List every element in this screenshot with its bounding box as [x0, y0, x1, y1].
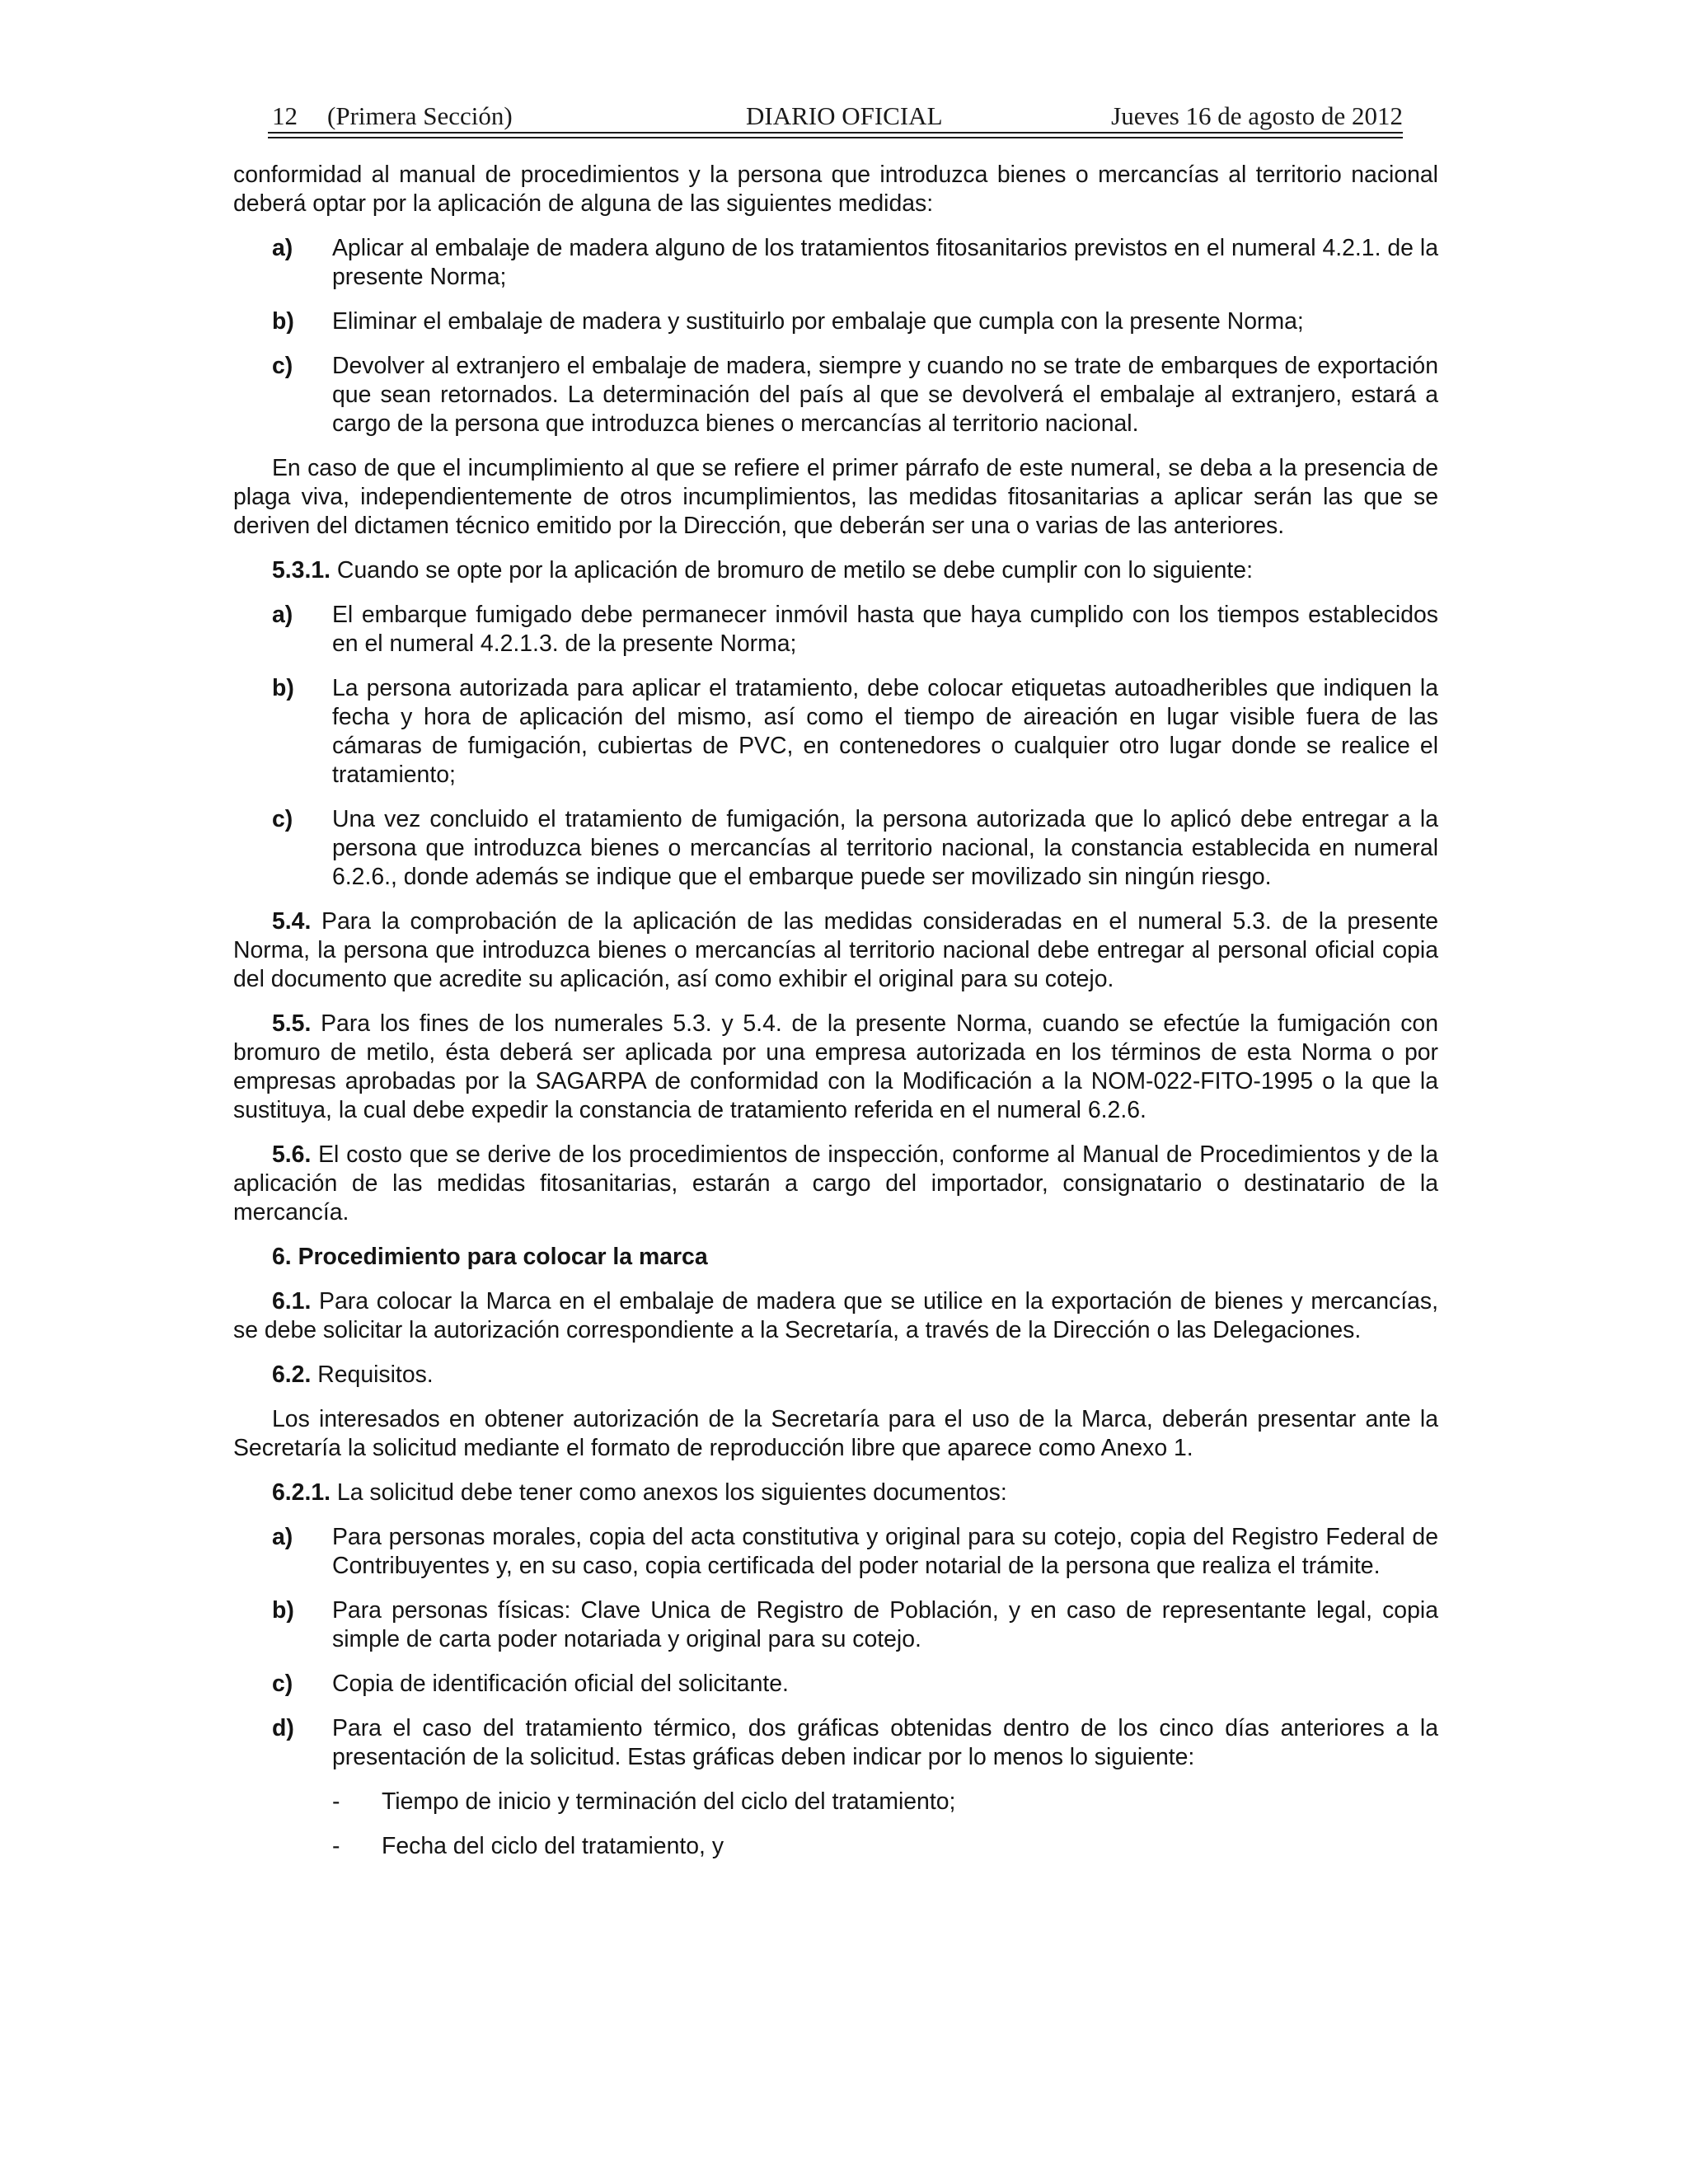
section-number: 5.5.	[272, 1010, 312, 1037]
list-item	[233, 1596, 1438, 1654]
list-item-text: Copia de identificación oficial del solicitante.	[332, 1671, 789, 1697]
list-item	[233, 1714, 1438, 1772]
intro-paragraph: conformidad al manual de procedimientos y la persona que introduzca bienes o mercancías al territorio nacional deberá optar por la aplicación de alguna de las siguientes medidas:	[233, 162, 1438, 217]
paragraph-incumplimiento: En caso de que el incumplimiento al que se refiere el primer párrafo de este numeral, se deba a la presencia de plaga viva, independientemente de otros incumplimientos, las medidas fitosanitarias a aplicar serán las que se deriven del dictamen técnico emitido por la Dirección, que deberán ser una o varias de las anteriores.	[233, 455, 1438, 539]
list-item-text: Eliminar el embalaje de madera y sustituirlo por embalaje que cumpla con la presente Norma;	[332, 308, 1304, 335]
section-number: 6.1.	[272, 1288, 312, 1315]
document-body	[233, 161, 1438, 1877]
section-label: (Primera Sección)	[327, 101, 513, 130]
dash-item-text: Fecha del ciclo del tratamiento, y	[382, 1833, 724, 1859]
section-5-6	[233, 1141, 1438, 1227]
list-marker: b)	[272, 308, 294, 335]
dash-marker: -	[332, 1833, 340, 1859]
list-item	[233, 601, 1438, 658]
section-6-1	[233, 1287, 1438, 1345]
list-marker: c)	[272, 1671, 293, 1697]
section-number: 6.2.1.	[272, 1479, 331, 1506]
list-item	[233, 307, 1438, 336]
section-text: La solicitud debe tener como anexos los siguientes documentos:	[331, 1479, 1007, 1506]
list-marker: c)	[272, 806, 293, 832]
list-item	[233, 234, 1438, 292]
section-number: 5.3.1.	[272, 557, 331, 583]
section-text: Para la comprobación de la aplicación de las medidas consideradas en el numeral 5.3. de la presente Norma, la persona que introduzca bienes o mercancías al territorio nacional debe entregar al personal oficial copia del documento que acredite su aplicación, así como exhibir el original para su cotejo.	[233, 908, 1438, 992]
list-marker: a)	[272, 602, 293, 628]
page-header	[268, 97, 1403, 135]
dash-list-item	[233, 1788, 1438, 1816]
list-marker: b)	[272, 675, 294, 701]
section-6-2-1	[233, 1479, 1438, 1507]
list-item	[233, 674, 1438, 790]
list-item-text: El embarque fumigado debe permanecer inmóvil hasta que haya cumplido con los tiempos establecidos en el numeral 4.2.1.3. de la presente Norma;	[332, 602, 1438, 657]
list-marker: a)	[272, 1524, 293, 1550]
list-item	[233, 1670, 1438, 1699]
section-6-2	[233, 1361, 1438, 1390]
section-5-4	[233, 907, 1438, 994]
list-marker: d)	[272, 1715, 294, 1741]
list-item-text: Una vez concluido el tratamiento de fumigación, la persona autorizada que lo aplicó debe entregar a la persona que introduzca bienes o mercancías al territorio nacional, la constancia establecida en numeral 6.2.6., donde además se indique que el embarque puede ser movilizado sin ningún riesgo.	[332, 806, 1438, 890]
dash-list-item	[233, 1832, 1438, 1861]
list-item-text: La persona autorizada para aplicar el tratamiento, debe colocar etiquetas autoadheribles que indiquen la fecha y hora de aplicación del mismo, así como el tiempo de aireación en lugar visible fuera de las cámaras de fumigación, cubiertas de PVC, en contenedores o cualquier otro lugar donde se realice el tratamiento;	[332, 675, 1438, 788]
dash-marker: -	[332, 1788, 340, 1815]
list-item-text: Aplicar al embalaje de madera alguno de los tratamientos fitosanitarios previstos en el numeral 4.2.1. de la presente Norma;	[332, 235, 1438, 290]
publication-title: DIARIO OFICIAL	[746, 101, 943, 130]
list-marker: c)	[272, 353, 293, 379]
section-text: Para los fines de los numerales 5.3. y 5.4. de la presente Norma, cuando se efectúe la fumigación con bromuro de metilo, ésta deberá ser aplicada por una empresa autorizada en los términos de esta Norma o por empresas aprobadas por la SAGARPA de conformidad con la Modificación a la NOM-022-FITO-1995 o la que la sustituya, la cual debe expedir la constancia de tratamiento referida en el numeral 6.2.6.	[233, 1010, 1438, 1123]
list-item-text: Para personas morales, copia del acta constitutiva y original para su cotejo, copia del Registro Federal de Contribuyentes y, en su caso, copia certificada del poder notarial de la persona que realiza el trámite.	[332, 1524, 1438, 1579]
list-marker: b)	[272, 1597, 294, 1624]
list-item-text: Para personas físicas: Clave Unica de Registro de Población, y en caso de representante legal, copia simple de carta poder notariada y original para su cotejo.	[332, 1597, 1438, 1652]
section-number: 5.4.	[272, 908, 312, 935]
section-5-3-1	[233, 556, 1438, 585]
section-5-5	[233, 1010, 1438, 1125]
header-rule-top	[268, 132, 1403, 134]
dash-item-text: Tiempo de inicio y terminación del ciclo del tratamiento;	[382, 1788, 956, 1815]
list-item-text: Para el caso del tratamiento térmico, dos gráficas obtenidas dentro de los cinco días anteriores a la presentación de la solicitud. Estas gráficas deben indicar por lo menos lo siguiente:	[332, 1715, 1438, 1770]
list-item-text: Devolver al extranjero el embalaje de madera, siempre y cuando no se trate de embarques de exportación que sean retornados. La determinación del país al que se devolverá el embalaje al extranjero, estará a cargo de la persona que introduzca bienes o mercancías al territorio nacional.	[332, 353, 1438, 437]
paragraph-interesados: Los interesados en obtener autorización de la Secretaría para el uso de la Marca, deberán presentar ante la Secretaría la solicitud mediante el formato de reproducción libre que aparece como Anexo 1.	[233, 1406, 1438, 1461]
list-marker: a)	[272, 235, 293, 261]
section-text: Para colocar la Marca en el embalaje de madera que se utilice en la exportación de bienes y mercancías, se debe solicitar la autorización correspondiente a la Secretaría, a través de la Dirección o las Delegaciones.	[233, 1288, 1438, 1343]
list-item	[233, 352, 1438, 438]
header-rule-bottom	[268, 137, 1403, 138]
section-number: 6.2.	[272, 1361, 312, 1388]
section-text: El costo que se derive de los procedimientos de inspección, conforme al Manual de Procedimientos y de la aplicación de las medidas fitosanitarias, estarán a cargo del importador, consignatario o destinatario de la mercancía.	[233, 1141, 1438, 1226]
section-text: Requisitos.	[311, 1361, 434, 1388]
page-number: 12	[272, 101, 298, 130]
section-number: 5.6.	[272, 1141, 312, 1168]
heading-section-6: 6. Procedimiento para colocar la marca	[272, 1244, 708, 1270]
list-item	[233, 1523, 1438, 1581]
list-item	[233, 805, 1438, 892]
section-text: Cuando se opte por la aplicación de bromuro de metilo se debe cumplir con lo siguiente:	[331, 557, 1253, 583]
publication-date: Jueves 16 de agosto de 2012	[1111, 101, 1403, 130]
